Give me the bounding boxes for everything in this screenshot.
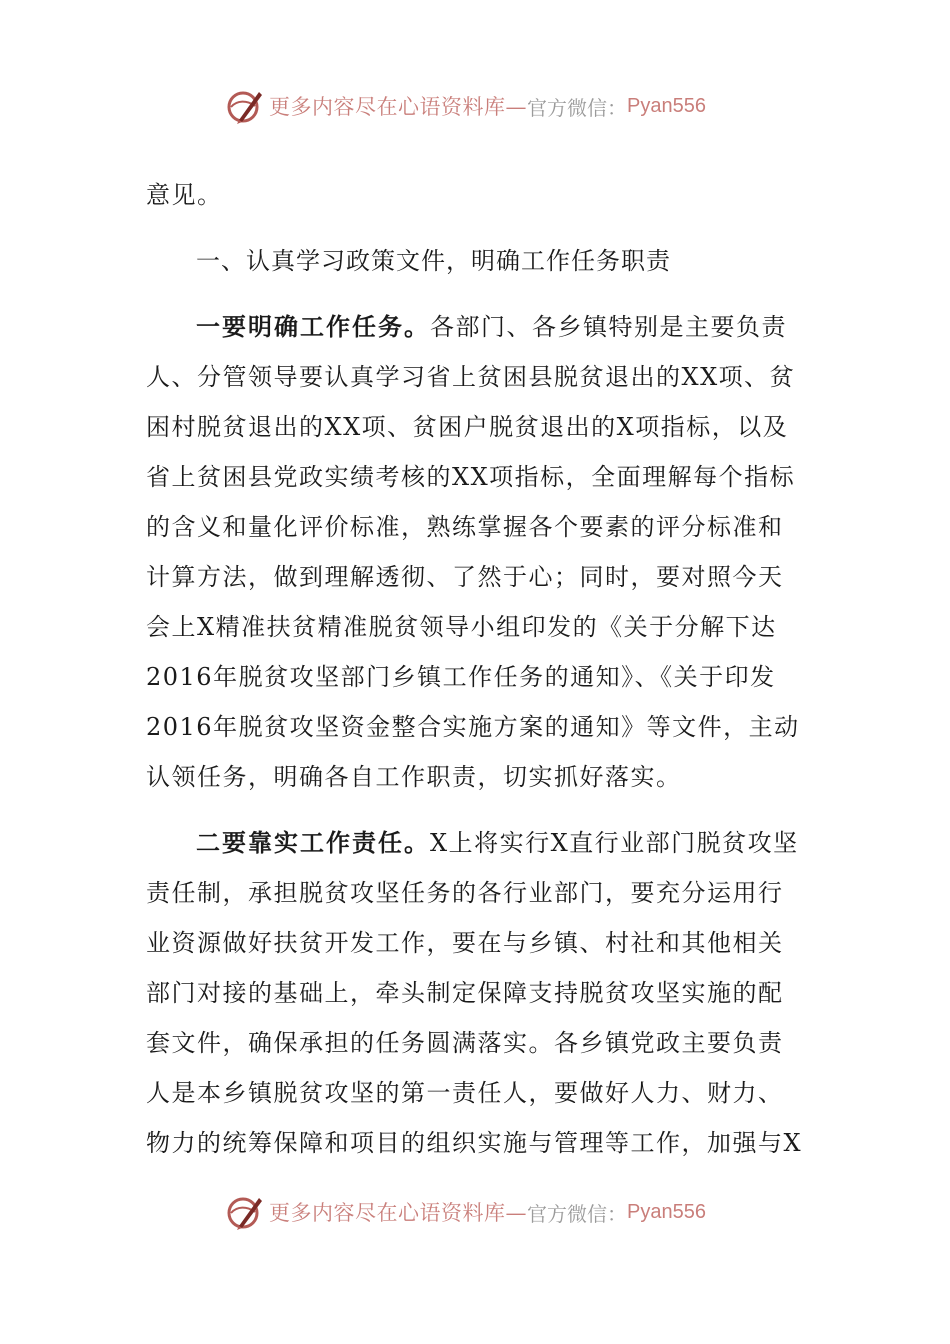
- paragraph-line: 业资源做好扶贫开发工作，要在与乡镇、村社和其他相关: [146, 929, 784, 957]
- paragraph-line: 人、分管领导要认真学习省上贫困县脱贫退出的XX项、贫: [146, 363, 796, 391]
- pen-logo-icon: [225, 86, 265, 126]
- paragraph-2: [146, 818, 808, 1168]
- banner-slogan: 更多内容尽在心语资料库—: [269, 1201, 527, 1225]
- banner-wechat-label: 官方微信：: [527, 95, 627, 120]
- paragraph-line: 物力的统筹保障和项目的组织实施与管理等工作，加强与X: [146, 1129, 803, 1157]
- section-heading: 一、认真学习政策文件，明确工作任务职责: [196, 247, 671, 275]
- paragraph-1: [146, 302, 808, 802]
- paragraph-line: [146, 818, 808, 868]
- footer-banner: [225, 1190, 706, 1234]
- paragraph-line: 的含义和量化评价标准，熟练掌握各个要素的评分标准和: [146, 513, 784, 541]
- paragraph-line: 困村脱贫退出的XX项、贫困户脱贫退出的X项指标，以及: [146, 413, 789, 441]
- paragraph-line: 省上贫困县党政实绩考核的XX项指标，全面理解每个指标: [146, 463, 796, 491]
- line-text: X上将实行X直行业部门脱贫攻坚: [430, 829, 799, 857]
- paragraph-line: 2016年脱贫攻坚资金整合实施方案的通知》等文件，主动: [146, 713, 800, 741]
- header-banner: [225, 84, 706, 128]
- paragraph-line: 套文件，确保承担的任务圆满落实。各乡镇党政主要负责: [146, 1029, 784, 1057]
- document-body: [146, 170, 808, 1168]
- paragraph-line: 2016年脱贫攻坚部门乡镇工作任务的通知》、《关于印发: [146, 663, 776, 691]
- paragraph-line: 人是本乡镇脱贫攻坚的第一责任人，要做好人力、财力、: [146, 1079, 784, 1107]
- banner-slogan: 更多内容尽在心语资料库—: [269, 95, 527, 119]
- banner-wechat-label: 官方微信：: [527, 1201, 627, 1226]
- paragraph-lead: 二要靠实工作责任。: [196, 829, 430, 857]
- paragraph-lead: 一要明确工作任务。: [196, 313, 430, 341]
- paragraph-line: 认领任务，明确各自工作职责，切实抓好落实。: [146, 763, 682, 791]
- intro-tail: 意见。: [146, 181, 223, 209]
- paragraph-line: 部门对接的基础上，牵头制定保障支持脱贫攻坚实施的配: [146, 979, 784, 1007]
- paragraph-line: 计算方法，做到理解透彻、了然于心；同时，要对照今天: [146, 563, 784, 591]
- banner-wechat-id: Pyan556: [627, 1200, 706, 1223]
- paragraph-line: [146, 302, 808, 352]
- line-text: 各部门、各乡镇特别是主要负责: [430, 313, 787, 341]
- paragraph-line: 会上X精准扶贫精准脱贫领导小组印发的《关于分解下达: [146, 613, 777, 641]
- banner-wechat-id: Pyan556: [627, 94, 706, 117]
- pen-logo-icon: [225, 1192, 265, 1232]
- paragraph-line: 责任制，承担脱贫攻坚任务的各行业部门，要充分运用行: [146, 879, 784, 907]
